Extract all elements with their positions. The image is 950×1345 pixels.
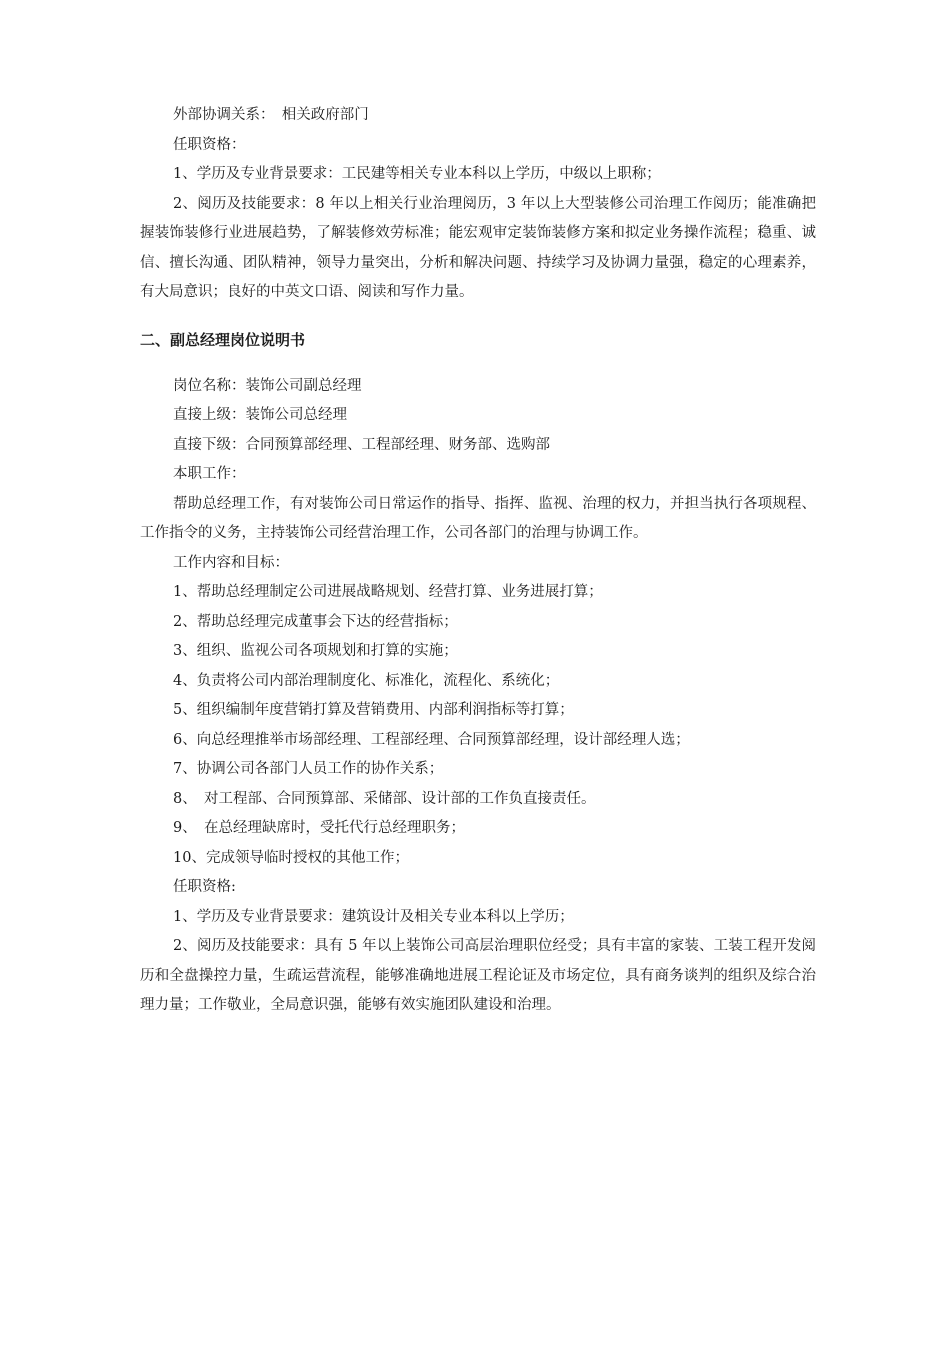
goal-item: 6、向总经理推举市场部经理、工程部经理、合同预算部经理，设计部经理人选； [173, 731, 690, 748]
direct-subordinates: 直接下级：合同预算部经理、工程部经理、财务部、选购部 [173, 436, 550, 453]
goal-item: 1、帮助总经理制定公司进展战略规划、经营打算、业务进展打算； [173, 584, 603, 600]
duties-text: 帮助总经理工作，有对装饰公司日常运作的指导、指挥、监视、治理的权力，并担当执行各项规程、工作指令的义务，主持装饰公司经营治理工作，公司各部门的治理与协调工作。 [140, 495, 816, 541]
goal-item: 2、帮助总经理完成董事会下达的经营指标； [173, 613, 458, 630]
qualification-experience-2: 2、阅历及技能要求：具有 5 年以上装饰公司高层治理职位经受；具有丰富的家装、工装工程开发阅历和全盘操控力量，生疏运营流程，能够准确地进展工程论证及市场定位，具有商务谈判的组织及综合治理力量；工作敬业，全局意识强，能够有效实施团队建设和治理。 [140, 938, 816, 1013]
qualification-education-2: 1、学历及专业背景要求：建筑设计及相关专业本科以上学历； [173, 908, 574, 925]
direct-superior: 直接上级：装饰公司总经理 [173, 407, 347, 423]
qualifications-label: 任职资格： [173, 136, 246, 153]
position-name: 岗位名称：装饰公司副总经理 [173, 377, 362, 394]
section-heading: 二、副总经理岗位说明书 [140, 330, 306, 349]
external-relations: 外部协调关系： 相关政府部门 [173, 107, 369, 123]
goal-item: 5、组织编制年度营销打算及营销费用、内部利润指标等打算； [173, 702, 574, 718]
qualification-education: 1、学历及专业背景要求：工民建等相关专业本科以上学历，中级以上职称； [173, 166, 661, 182]
goal-item: 8、 对工程部、合同预算部、采储部、设计部的工作负直接责任。 [173, 790, 596, 807]
goal-item: 4、负责将公司内部治理制度化、标准化，流程化、系统化； [173, 672, 560, 689]
goal-item: 7、协调公司各部门人员工作的协作关系； [173, 761, 444, 777]
goal-item: 9、 在总经理缺席时，受托代行总经理职务； [173, 820, 465, 836]
goal-item: 10、完成领导临时授权的其他工作； [173, 849, 409, 866]
qualifications-label-2: 任职资格: [173, 879, 236, 895]
qualification-experience: 2、阅历及技能要求：8 年以上相关行业治理阅历，3 年以上大型装修公司治理工作阅历；能准确把握装饰装修行业进展趋势，了解装修效劳标准；能宏观审定装饰装修方案和拟定业务操作流程；稳重、诚信、擅长沟通、团队精神，领导力量突出，分析和解决问题、持续学习及协调力量强，稳定的心理素养，有大局意识；良好的中英文口语、阅读和写作力量。 [140, 195, 816, 300]
goal-item: 3、组织、监视公司各项规划和打算的实施； [173, 643, 458, 659]
document-body [140, 101, 816, 1021]
duties-label: 本职工作： [173, 466, 246, 482]
goals-label: 工作内容和目标： [173, 554, 289, 571]
